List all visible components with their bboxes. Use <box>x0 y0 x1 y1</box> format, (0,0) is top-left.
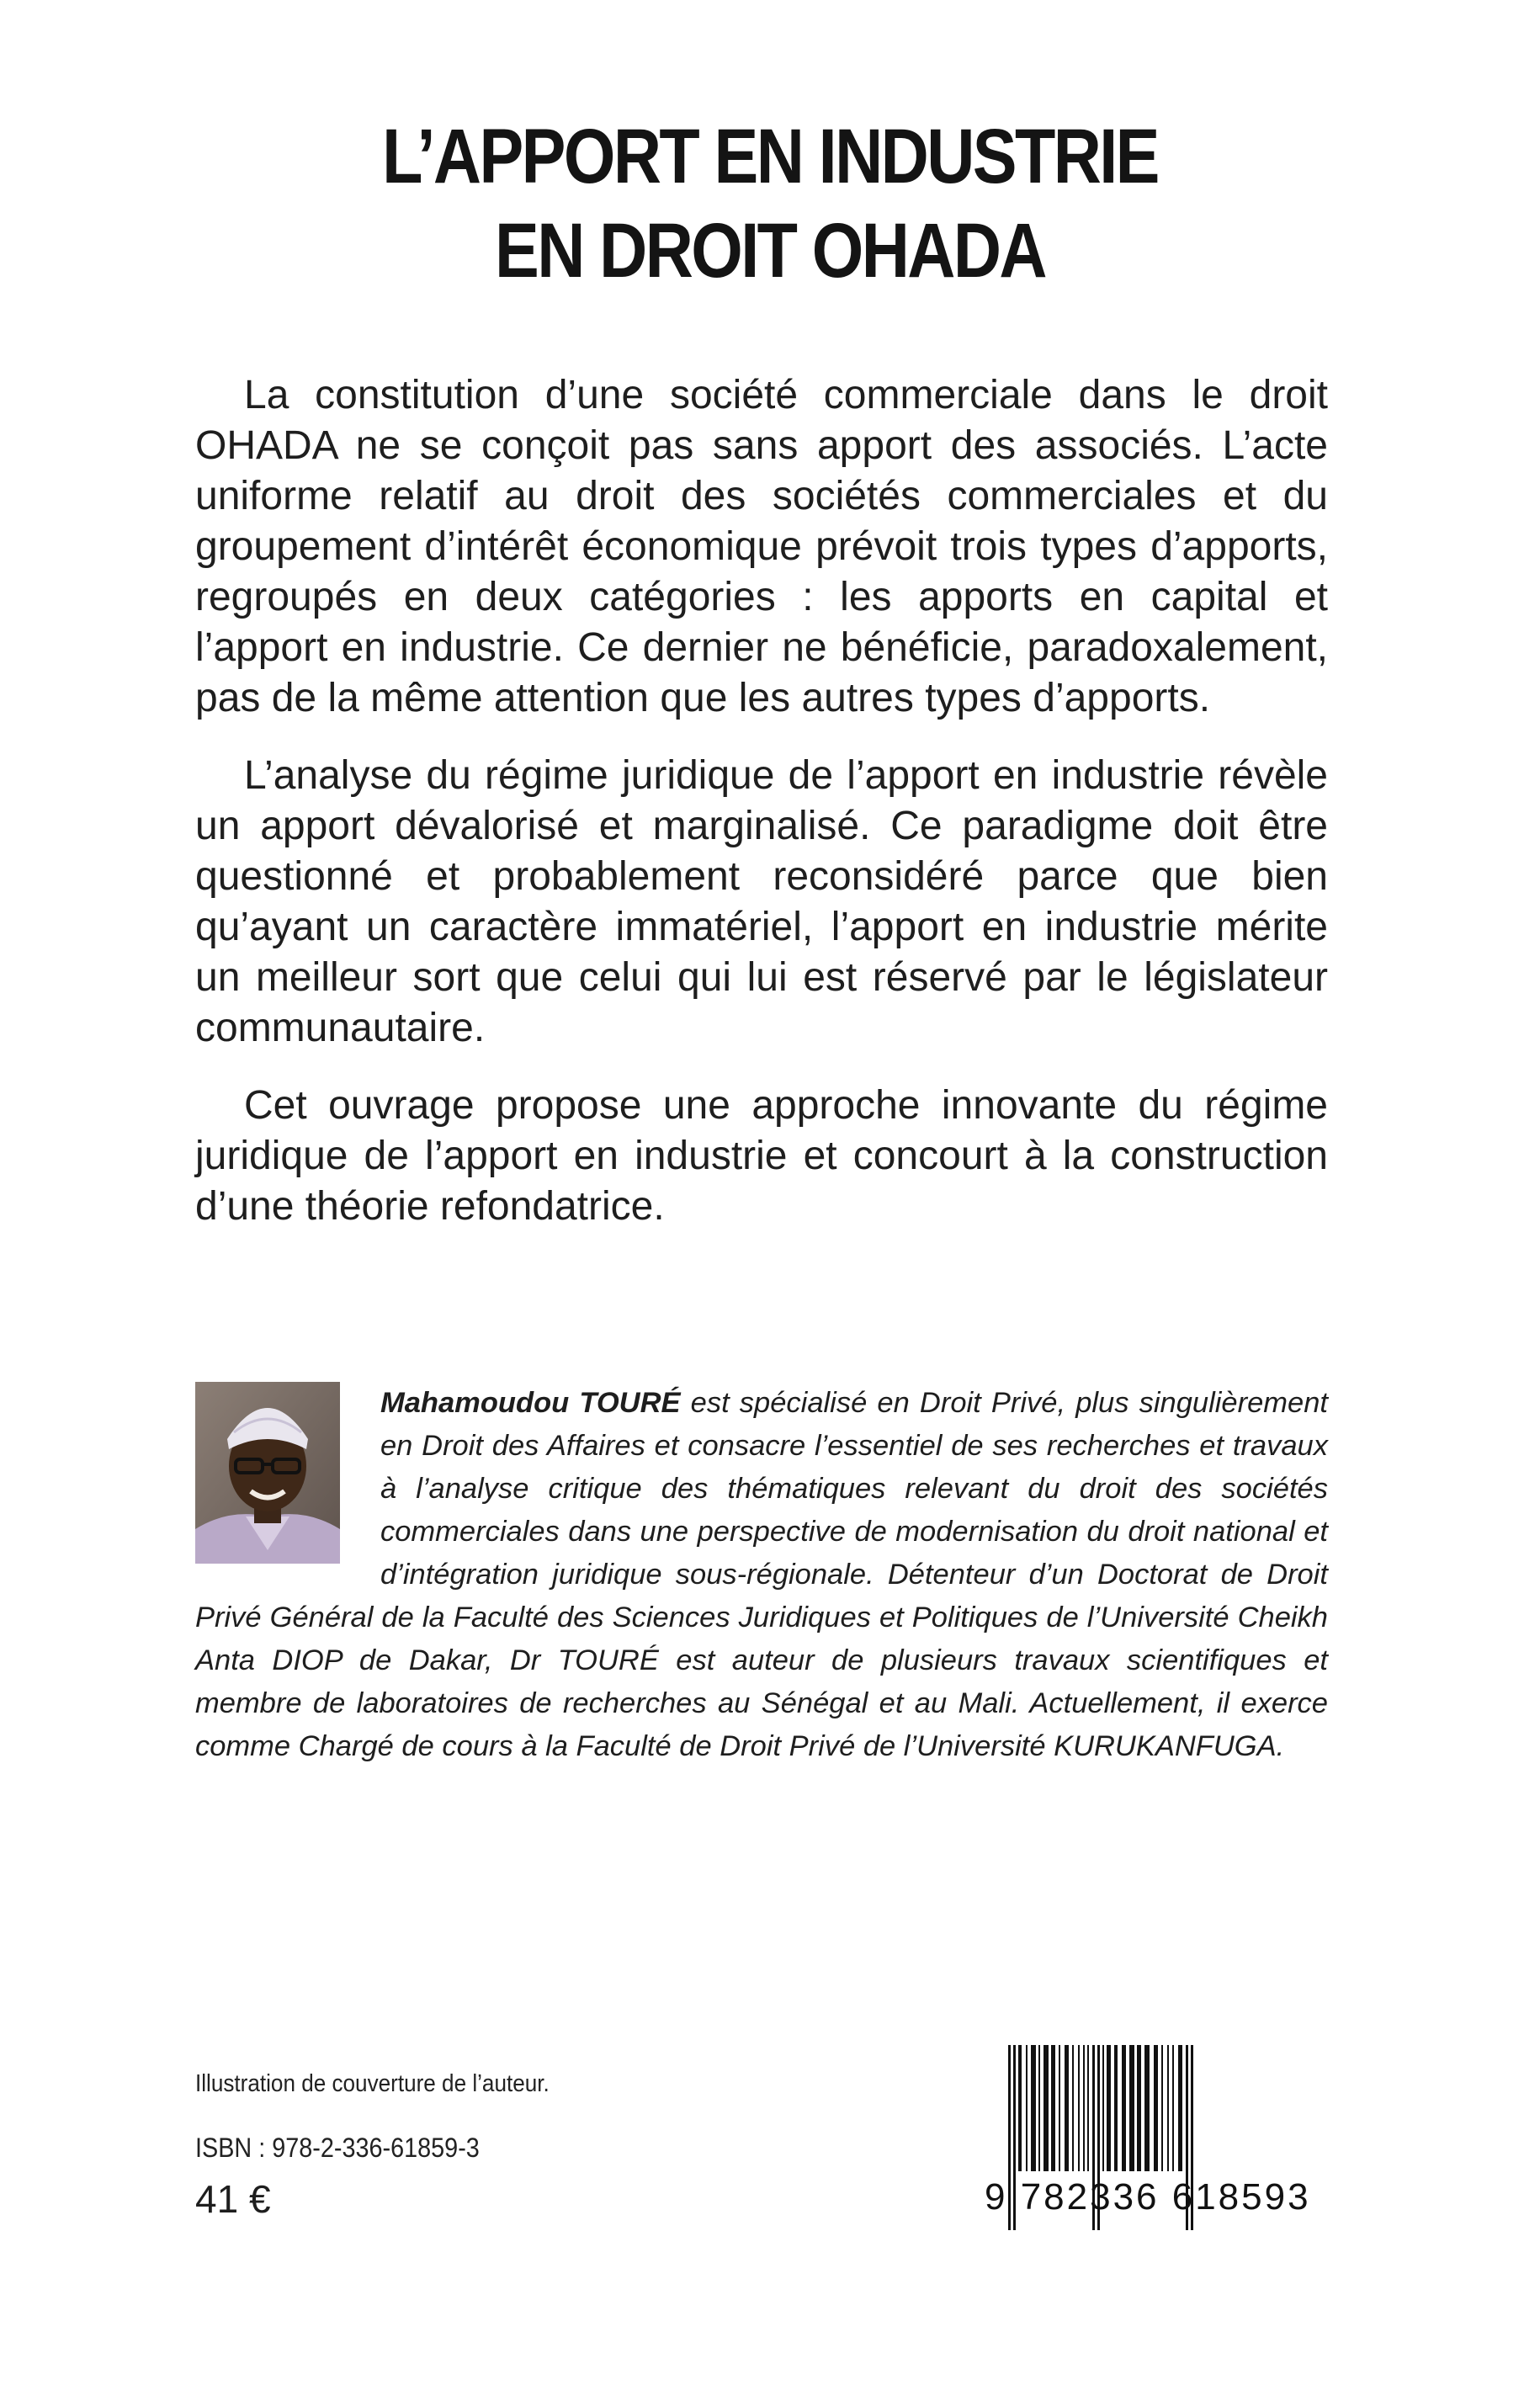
title-line-1: L’APPORT EN INDUSTRIE <box>382 114 1158 199</box>
barcode-bar <box>1172 2045 1174 2171</box>
barcode-bar <box>1144 2045 1150 2171</box>
book-title <box>108 109 1432 298</box>
author-bio <box>195 1382 1328 1768</box>
barcode-bar <box>1031 2045 1036 2171</box>
barcode-bar <box>1051 2045 1055 2171</box>
barcode-bar <box>1102 2045 1104 2171</box>
barcode-bar <box>1122 2045 1126 2171</box>
barcode-bar <box>1059 2045 1060 2171</box>
isbn: ISBN : 978-2-336-61859-3 <box>195 2133 480 2163</box>
barcode-bar <box>1154 2045 1158 2171</box>
barcode-bar <box>1129 2045 1134 2171</box>
title-line-2: EN DROIT OHADA <box>494 208 1045 294</box>
summary-paragraph-3: Cet ouvrage propose une approche innovante du régime juridique de l’apport en industrie et concourt à la construction d’une théorie refondatrice. <box>195 1083 1328 1229</box>
barcode-bar <box>1078 2045 1080 2171</box>
barcode-bar <box>1178 2045 1182 2171</box>
price: 41 € <box>195 2177 271 2221</box>
cover-illustration-credit: Illustration de couverture de l’auteur. <box>195 2070 550 2097</box>
barcode-bar <box>1043 2045 1049 2171</box>
barcode-bar <box>1107 2045 1111 2171</box>
author-name: Mahamoudou TOURÉ <box>380 1387 681 1419</box>
barcode-bar <box>1087 2045 1089 2171</box>
barcode-bar <box>1137 2045 1141 2171</box>
author-photo <box>195 1382 340 1564</box>
author-portrait-image <box>195 1382 340 1564</box>
back-cover-summary <box>195 370 1328 1259</box>
barcode-bar <box>1161 2045 1163 2171</box>
barcode-bar <box>1114 2045 1118 2171</box>
summary-paragraph-1: La constitution d’une société commerciale dans le droit OHADA ne se conçoit pas sans apport des associés. L’acte uniforme relatif au droit des sociétés commerciales et du groupement d’intérêt économique prévoit trois types d’apports, regroupés en deux catégories : les apports en capital et l’apport en industrie. Ce dernier ne bénéficie, paradoxalement, pas de la même attention que les autres types d’apports. <box>195 373 1328 720</box>
barcode-digits: 9 782336 618593 <box>985 2176 1311 2218</box>
barcode-bar <box>1083 2045 1085 2171</box>
barcode-bar <box>1167 2045 1169 2171</box>
barcode-bar <box>1038 2045 1040 2171</box>
barcode-bar <box>1072 2045 1074 2171</box>
barcode-bar <box>1018 2045 1022 2171</box>
barcode-bar <box>1065 2045 1069 2171</box>
barcode-bar <box>1026 2045 1028 2171</box>
summary-paragraph-2: L’analyse du régime juridique de l’apport en industrie révèle un apport dévalorisé et marginalisé. Ce paradigme doit être questionné et probablement reconsidéré parce que bien qu’ayant un caractère immatériel, l’apport en industrie mérite un meilleur sort que celui qui lui est réservé par le législateur communautaire. <box>195 753 1328 1050</box>
author-bio-text: est spécialisé en Droit Privé, plus singulièrement en Droit des Affaires et consacre l’essentiel de ses recherches et travaux à l’analyse critique des thématiques relevant du droit des sociétés commerciales dans une perspective de modernisation du droit national et d’intégration juridique sous-régionale. Détenteur d’un Doctorat de Droit Privé Général de la Faculté des Sciences Juridiques et Politiques de l’Université Cheikh Anta DIOP de Dakar, Dr TOURÉ est auteur de plusieurs travaux scientifiques et membre de laboratoires de recherches au Sénégal et au Mali. Actuellement, il exerce comme Chargé de cours à la Faculté de Droit Privé de l’Université KURUKANFUGA. <box>195 1387 1328 1762</box>
